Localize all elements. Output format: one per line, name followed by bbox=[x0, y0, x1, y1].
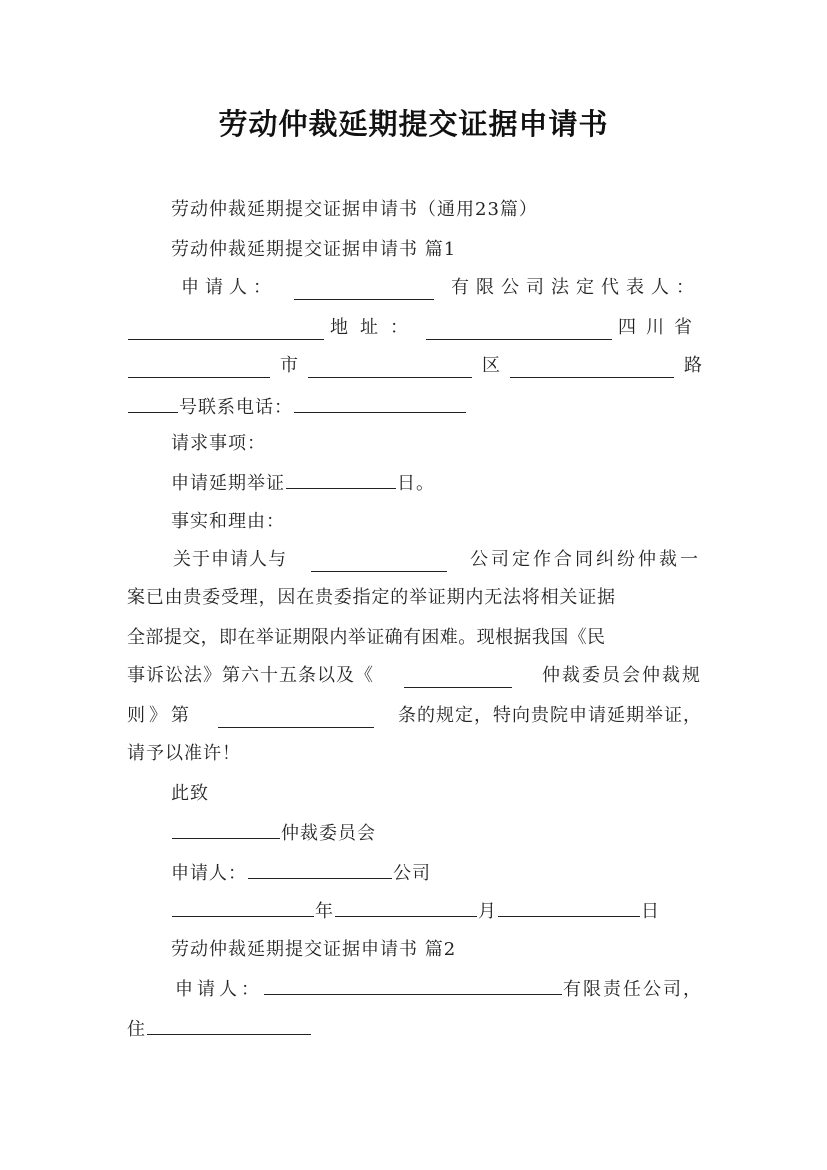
facts-line-5 bbox=[127, 704, 702, 728]
residence-label: 住 bbox=[127, 1019, 146, 1040]
month-blank bbox=[335, 898, 477, 917]
district-blank bbox=[510, 359, 674, 378]
month-label: 月 bbox=[478, 901, 497, 922]
request-prefix: 申请延期举证 bbox=[171, 473, 285, 494]
facts-l1-a: 关于申请人与 bbox=[173, 549, 287, 570]
province-blank bbox=[128, 359, 270, 378]
commission-blank bbox=[404, 669, 512, 688]
year-label: 年 bbox=[315, 901, 334, 922]
date-line bbox=[171, 898, 660, 924]
recipient: 仲裁委员会 bbox=[281, 823, 376, 844]
document-title: 劳动仲裁延期提交证据申请书 bbox=[218, 107, 609, 141]
part2-company-suffix: 有限责任公司， bbox=[563, 979, 703, 1000]
phone-blank bbox=[294, 394, 466, 413]
subtitle: 劳动仲裁延期提交证据申请书（通用23篇） bbox=[171, 199, 538, 220]
applicant-label: 申请人： bbox=[181, 277, 277, 298]
facts-heading: 事实和理由： bbox=[171, 511, 285, 532]
part2-applicant-label: 申请人： bbox=[175, 979, 263, 1000]
facts-line-2: 案已由贵委受理，因在贵委指定的举证期内无法将相关证据 bbox=[127, 587, 616, 608]
facts-line-1 bbox=[173, 548, 701, 572]
city-text: 市 bbox=[280, 355, 298, 376]
article-blank bbox=[218, 709, 374, 728]
signature-line bbox=[171, 860, 431, 886]
number-blank bbox=[128, 394, 178, 413]
company-text: 有限公司法定代表人： bbox=[451, 277, 701, 298]
residence-blank bbox=[147, 1016, 311, 1035]
request-suffix: 日。 bbox=[397, 473, 435, 494]
closing: 此致 bbox=[171, 783, 209, 804]
days-blank bbox=[286, 470, 396, 489]
part2-applicant-blank bbox=[264, 976, 562, 995]
facts-line-6: 请予以准许！ bbox=[127, 743, 241, 764]
recipient-line bbox=[171, 820, 376, 846]
facts-l4-b: 仲裁委员会仲裁规 bbox=[542, 665, 702, 686]
facts-l5-b: 条的规定，特向贵院申请延期举证， bbox=[398, 705, 702, 726]
sign-suffix: 公司 bbox=[393, 863, 431, 884]
facts-l4-a: 事诉讼法》第六十五条以及《 bbox=[127, 665, 374, 686]
city-blank bbox=[308, 359, 472, 378]
request-heading: 请求事项： bbox=[171, 433, 266, 454]
road-text: 路 bbox=[684, 355, 702, 376]
phone-label: 号联系电话： bbox=[179, 397, 293, 418]
request-line bbox=[171, 470, 435, 496]
part2-applicant-line bbox=[175, 976, 703, 1002]
address-blank bbox=[426, 321, 612, 340]
facts-line-4 bbox=[127, 664, 702, 688]
facts-l1-b: 公司定作合同纠纷仲裁一 bbox=[470, 549, 701, 570]
province-text: 四川省 bbox=[618, 317, 702, 338]
year-blank bbox=[172, 898, 314, 917]
company-blank bbox=[311, 553, 447, 572]
representative-blank bbox=[128, 321, 324, 340]
facts-line-3: 全部提交，即在举证期限内举证确有困难。现根据我国《民 bbox=[127, 627, 606, 648]
applicant-line bbox=[181, 276, 701, 300]
district-text: 区 bbox=[482, 355, 500, 376]
facts-l5-a: 则》第 bbox=[127, 705, 193, 726]
part1-heading: 劳动仲裁延期提交证据申请书 篇1 bbox=[171, 239, 457, 260]
address-label: 地址： bbox=[330, 317, 420, 338]
city-line bbox=[127, 354, 702, 378]
address-line bbox=[127, 316, 702, 340]
day-label: 日 bbox=[641, 901, 660, 922]
applicant-blank bbox=[294, 281, 434, 300]
residence-line bbox=[127, 1016, 312, 1042]
recipient-blank bbox=[172, 820, 280, 839]
sign-prefix: 申请人： bbox=[171, 863, 247, 884]
part2-heading: 劳动仲裁延期提交证据申请书 篇2 bbox=[171, 939, 457, 960]
signer-blank bbox=[248, 860, 392, 879]
day-blank bbox=[498, 898, 640, 917]
phone-line bbox=[127, 394, 467, 420]
